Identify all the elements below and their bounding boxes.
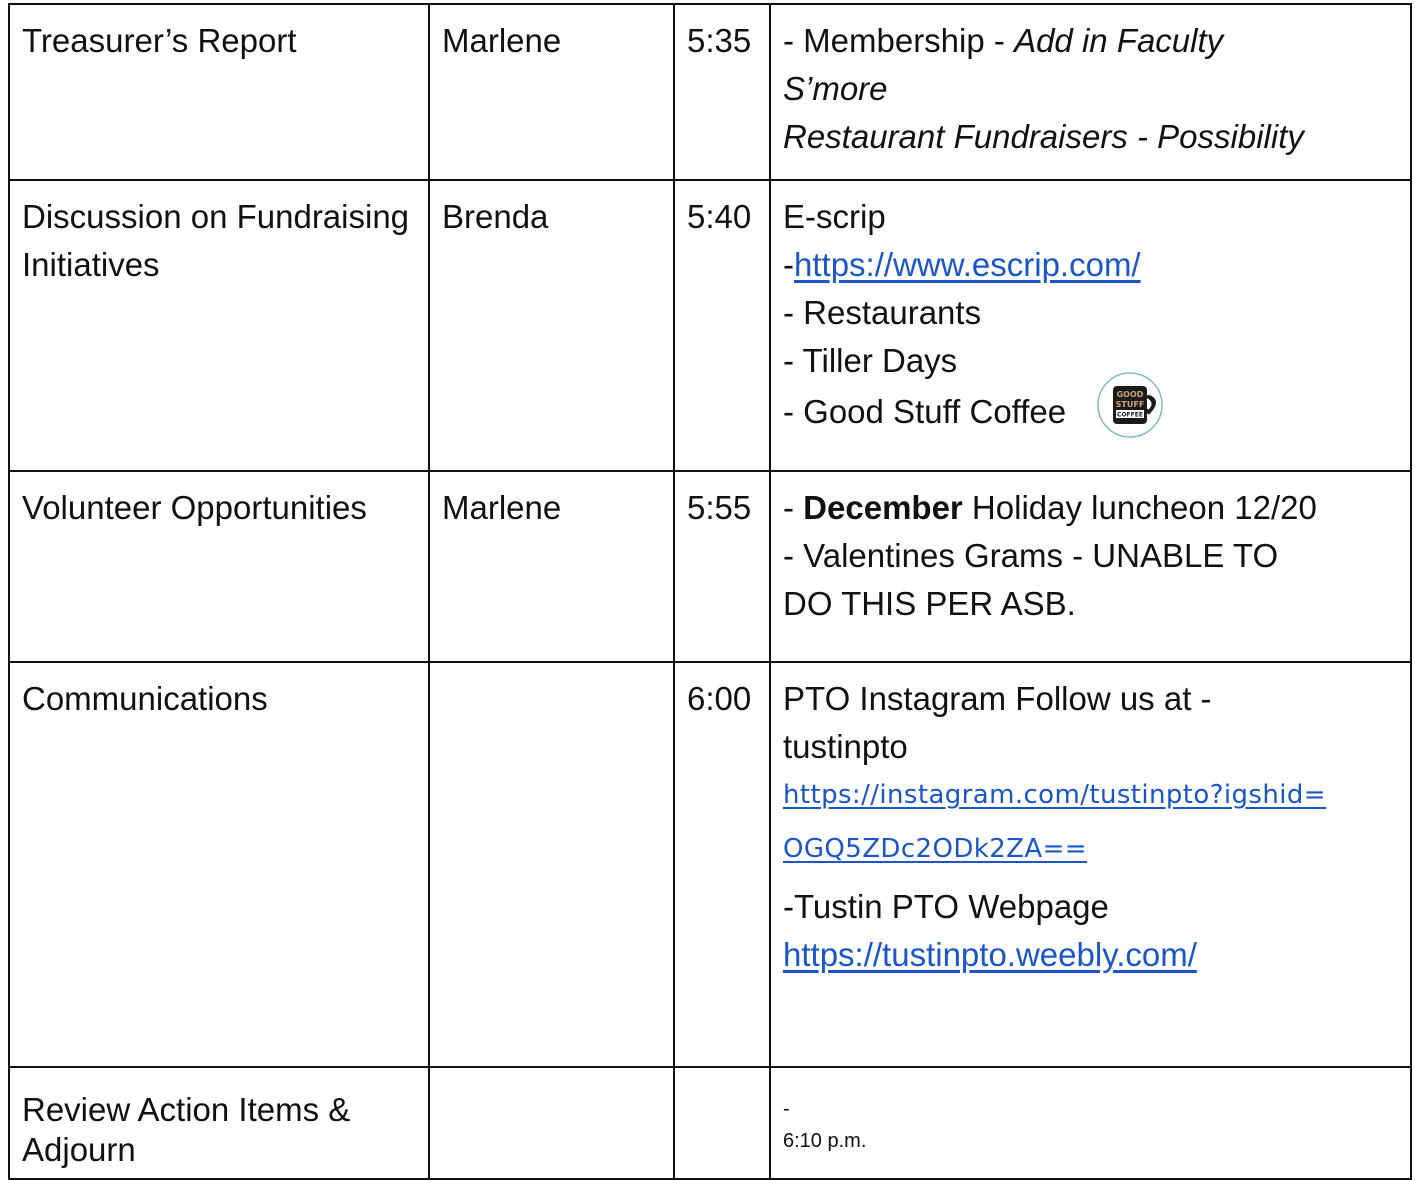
presenter-cell [429,180,674,471]
notes-bold-text: December [803,489,963,526]
logo-text: COFFEE [1117,411,1144,419]
notes-line [783,484,1398,532]
notes-cell [770,4,1411,180]
time-cell [674,1067,770,1179]
notes-cell [770,180,1411,471]
topic-text: Volunteer Opportunities [22,489,367,526]
topic-cell [9,4,429,180]
notes-line: - Restaurants [783,294,982,331]
table-row [9,4,1411,180]
notes-line: - [783,1098,790,1120]
notes-text: - Membership - [783,22,1015,59]
presenter-cell [429,471,674,662]
notes-line: Restaurant Fundraisers - Possibility [783,118,1304,155]
notes-line [783,17,1398,65]
time-cell [674,662,770,1067]
notes-line [783,385,1398,439]
topic-cell [9,471,429,662]
table-row [9,180,1411,471]
notes-cell [770,662,1411,1067]
notes-line: E-scrip [783,198,886,235]
notes-line: -Tustin PTO Webpage [783,888,1109,925]
topic-text: Discussion on Fundraising Initiatives [22,198,410,283]
notes-line: S’more [783,70,888,107]
instagram-link[interactable]: https://instagram.com/tustinpto?igshid= [783,780,1326,810]
notes-italic-text: Add in Faculty [1014,22,1224,59]
instagram-link-continued[interactable]: OGQ5ZDc2ODk2ZA== [783,834,1087,864]
time-text: 5:55 [687,489,752,526]
topic-text: Communications [22,680,268,717]
notes-cell [770,471,1411,662]
time-cell [674,180,770,471]
time-text: 6:00 [687,680,752,717]
table-row [9,662,1411,1067]
table-row [9,471,1411,662]
topic-text: Treasurer’s Report [22,22,297,59]
presenter-text: Marlene [442,489,562,526]
escrip-link[interactable]: https://www.escrip.com/ [794,246,1141,283]
presenter-text: Marlene [442,22,562,59]
topic-cell [9,180,429,471]
notes-cell [770,1067,1411,1179]
notes-line: 6:10 p.m. [783,1130,867,1152]
presenter-cell [429,1067,674,1179]
topic-cell [9,662,429,1067]
presenter-cell [429,662,674,1067]
notes-text: Holiday luncheon 12/20 [962,489,1317,526]
topic-cell [9,1067,429,1179]
notes-line: PTO Instagram Follow us at - [783,680,1212,717]
notes-line: DO THIS PER ASB. [783,585,1076,622]
notes-line [783,241,1398,289]
time-text: 5:40 [687,198,752,235]
notes-line: - Valentines Grams - UNABLE TO [783,537,1279,574]
good-stuff-coffee-logo-icon [1096,371,1164,439]
notes-text: - Good Stuff Coffee [783,393,1067,430]
time-text: 5:35 [687,22,752,59]
time-cell [674,4,770,180]
notes-line: - Tiller Days [783,342,958,379]
table-row [9,1067,1411,1179]
presenter-cell [429,4,674,180]
notes-text: - [783,246,794,283]
time-cell [674,471,770,662]
logo-text: STUFF [1115,400,1145,409]
presenter-text: Brenda [442,198,549,235]
topic-text: Review Action Items & Adjourn [22,1091,351,1168]
notes-line [783,931,1398,979]
notes-text: - [783,489,804,526]
notes-line: tustinpto [783,728,908,765]
logo-text: GOOD [1116,390,1144,399]
webpage-link[interactable]: https://tustinpto.weebly.com/ [783,936,1197,973]
agenda-table [8,3,1412,1180]
